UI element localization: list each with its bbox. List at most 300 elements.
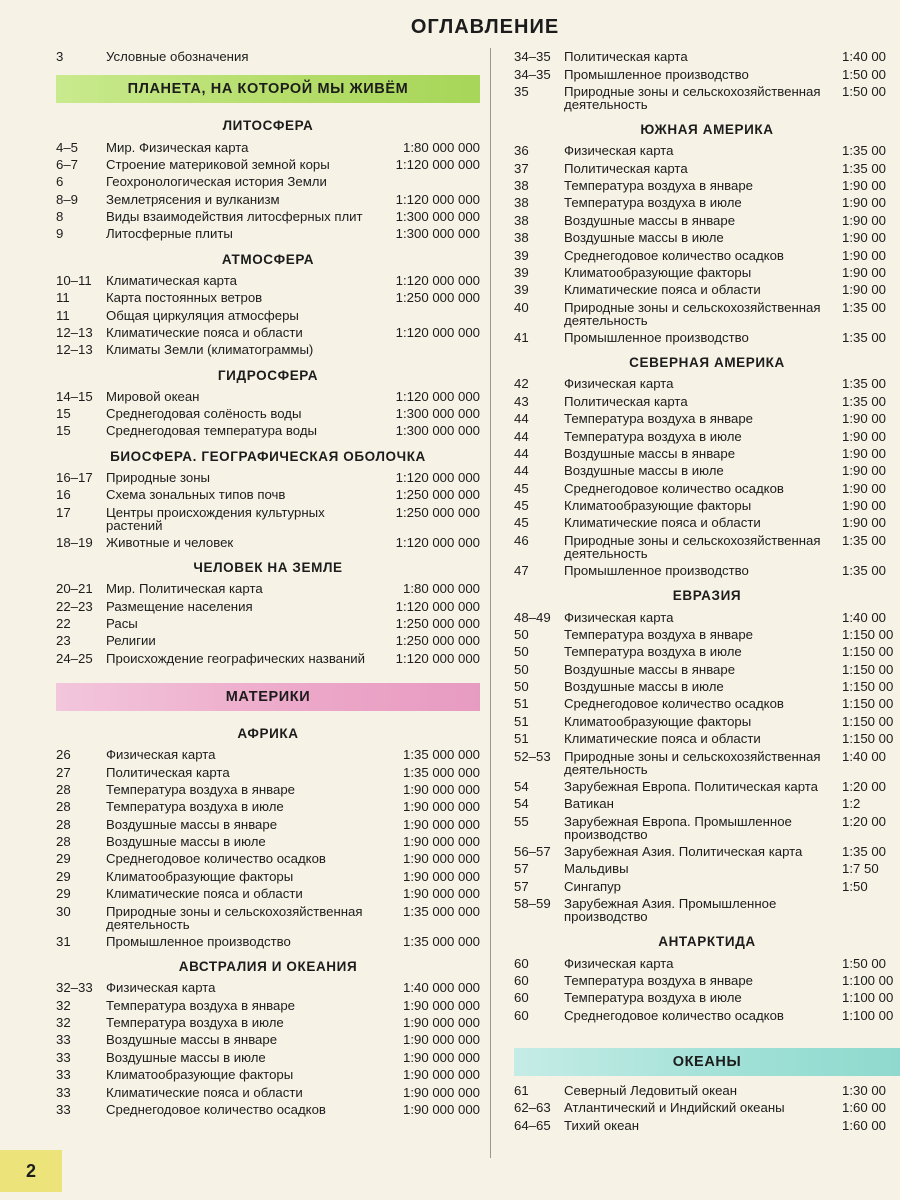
map-scale: 1:90 00 — [842, 195, 886, 211]
map-scale: 1:90 00 — [842, 445, 886, 461]
entry-title: Температура воздуха в июле — [106, 799, 284, 815]
toc-entry — [514, 83, 900, 113]
entry-title: Климатическая карта — [106, 272, 237, 288]
map-scale: 1:40 00 — [842, 748, 886, 764]
entry-title: Климатообразующие факторы — [106, 868, 294, 884]
map-scale: 1:90 00 — [842, 212, 886, 228]
entry-title: Климатические пояса и области — [564, 282, 761, 298]
toc-entry — [514, 194, 900, 211]
map-scale: 1:90 000 000 — [402, 1101, 480, 1117]
page-ref: 40 — [514, 299, 529, 315]
page-ref: 37 — [514, 160, 529, 176]
page-ref: 39 — [514, 264, 529, 280]
page-number: 2 — [0, 1150, 62, 1192]
page-ref: 51 — [514, 696, 529, 712]
page-ref: 57 — [514, 861, 529, 877]
entry-title: Схема зональных типов почв — [106, 487, 286, 503]
section-heading: ЛИТОСФЕРА — [222, 118, 314, 134]
toc-entry — [56, 289, 480, 306]
page-ref: 34–35 — [514, 49, 551, 65]
map-scale: 1:300 000 000 — [395, 209, 480, 225]
page-ref: 28 — [56, 799, 71, 815]
entry-title: Сингапур — [564, 878, 621, 894]
entry-title: Среднегодовое количество осадков — [106, 1101, 326, 1117]
toc-entry — [56, 405, 480, 422]
page-ref: 23 — [56, 633, 71, 649]
toc-entry — [56, 324, 480, 341]
map-scale: 1:90 00 — [842, 264, 886, 280]
map-scale: 1:80 000 000 — [402, 581, 480, 597]
toc-entry — [514, 281, 900, 298]
page-ref: 44 — [514, 428, 529, 444]
entry-title: Воздушные массы в июле — [564, 679, 724, 695]
toc-entry — [56, 580, 480, 597]
page-ref: 36 — [514, 143, 529, 159]
map-scale: 1:90 00 — [842, 282, 886, 298]
entry-title: Политическая карта — [564, 160, 688, 176]
page-ref: 50 — [514, 679, 529, 695]
entry-title: Природные зоны — [106, 469, 211, 485]
page-ref: 34–35 — [514, 66, 551, 82]
part-heading-band: ПЛАНЕТА, НА КОТОРОЙ МЫ ЖИВЁМ — [56, 75, 480, 103]
map-scale: 1:250 000 000 — [395, 290, 480, 306]
entry-title: Промышленное производство — [106, 933, 291, 949]
map-scale: 1:90 00 — [842, 247, 886, 263]
map-scale: 1:150 00 — [842, 696, 894, 712]
toc-entry — [514, 299, 900, 329]
page-ref: 32 — [56, 1015, 71, 1031]
toc-entry — [56, 156, 480, 173]
map-scale: 1:60 00 — [842, 1117, 886, 1133]
entry-title: Ватикан — [564, 796, 614, 812]
page-ref: 6 — [56, 174, 64, 190]
toc-entry — [56, 1049, 480, 1066]
toc-entry — [56, 885, 480, 902]
map-scale: 1:20 00 — [842, 813, 886, 829]
entry-title: Землетрясения и вулканизм — [106, 191, 280, 207]
map-scale: 1:35 00 — [842, 532, 886, 548]
page-ref: 52–53 — [514, 748, 551, 764]
page-ref: 38 — [514, 230, 529, 246]
toc-entry — [514, 954, 900, 971]
page-ref: 22–23 — [56, 598, 93, 614]
toc-entry — [56, 272, 480, 289]
page-ref: 60 — [514, 1007, 529, 1023]
toc-entry — [514, 48, 900, 65]
entry-title: Мальдивы — [564, 861, 629, 877]
entry-title: Карта постоянных ветров — [106, 290, 263, 306]
map-scale: 1:35 00 — [842, 563, 886, 579]
map-scale: 1:150 00 — [842, 661, 894, 677]
page-ref: 44 — [514, 445, 529, 461]
toc-entry — [56, 833, 480, 850]
map-scale: 1:90 00 — [842, 178, 886, 194]
map-scale: 1:90 000 000 — [402, 816, 480, 832]
map-scale: 1:50 — [842, 878, 868, 894]
page-ref: 44 — [514, 411, 529, 427]
toc-entry — [56, 1083, 480, 1100]
entry-title: Условные обозначения — [106, 49, 249, 65]
toc-entry — [56, 341, 480, 358]
entry-title: Физическая карта — [564, 955, 674, 971]
page-ref: 12–13 — [56, 342, 93, 358]
map-scale: 1:120 000 000 — [395, 650, 480, 666]
page-ref: 54 — [514, 778, 529, 794]
entry-title: Климатические пояса и области — [106, 324, 303, 340]
toc-entry — [514, 427, 900, 444]
entry-title: Воздушные массы в июле — [106, 834, 266, 850]
toc-entry — [56, 422, 480, 439]
map-scale: 1:90 000 000 — [402, 1067, 480, 1083]
map-scale: 1:150 00 — [842, 713, 894, 729]
page-ref: 11 — [56, 307, 70, 323]
map-scale: 1:90 00 — [842, 411, 886, 427]
entry-title: Температура воздуха в июле — [106, 1015, 284, 1031]
entry-title: Климатические пояса и области — [564, 515, 761, 531]
page-ref: 33 — [56, 1032, 71, 1048]
map-scale: 1:50 00 — [842, 955, 886, 971]
page-ref: 50 — [514, 626, 529, 642]
toc-entry — [56, 1101, 480, 1118]
entry-title: Воздушные массы в январе — [564, 445, 736, 461]
toc-entry — [56, 1014, 480, 1031]
map-scale: 1:90 000 000 — [402, 1084, 480, 1100]
entry-title: Воздушные массы в январе — [564, 212, 736, 228]
entry-title: Промышленное производство — [564, 66, 749, 82]
map-scale: 1:35 000 000 — [402, 764, 480, 780]
page-ref: 17 — [56, 504, 71, 520]
page-ref: 33 — [56, 1084, 71, 1100]
toc-entry — [514, 1082, 900, 1099]
page-ref: 42 — [514, 376, 529, 392]
toc-entry — [56, 997, 480, 1014]
map-scale: 1:90 000 000 — [402, 886, 480, 902]
map-scale: 1:90 00 — [842, 480, 886, 496]
toc-entry — [514, 747, 900, 777]
entry-title: Температура воздуха в январе — [564, 411, 754, 427]
section-heading: АВСТРАЛИЯ И ОКЕАНИЯ — [178, 959, 358, 975]
page-ref: 60 — [514, 955, 529, 971]
page-ref: 50 — [514, 661, 529, 677]
toc-entry — [514, 410, 900, 427]
entry-title: Зарубежная Европа. Промышленное производство — [564, 813, 792, 842]
map-scale: 1:150 00 — [842, 731, 894, 747]
page-ref: 38 — [514, 178, 529, 194]
toc-entry — [514, 462, 900, 479]
page-ref: 61 — [514, 1083, 529, 1099]
entry-title: Физическая карта — [564, 609, 674, 625]
entry-title: Природные зоны и сельскохозяйственная деятельность — [106, 903, 363, 932]
toc-entry — [514, 678, 900, 695]
toc-entry — [514, 142, 900, 159]
page-ref: 27 — [56, 764, 71, 780]
map-scale: 1:35 00 — [842, 393, 886, 409]
page-ref: 33 — [56, 1067, 71, 1083]
page-ref: 47 — [514, 563, 529, 579]
map-scale: 1:150 00 — [842, 626, 894, 642]
map-scale: 1:90 00 — [842, 230, 886, 246]
toc-entry — [514, 532, 900, 562]
toc-entry — [56, 48, 480, 65]
entry-title: Климатические пояса и области — [106, 886, 303, 902]
entry-title: Мир. Политическая карта — [106, 581, 263, 597]
toc-entry — [514, 895, 900, 925]
page-ref: 62–63 — [514, 1100, 551, 1116]
page-ref: 29 — [56, 868, 71, 884]
map-scale: 1:250 000 000 — [395, 487, 480, 503]
page-ref: 11 — [56, 290, 70, 306]
map-scale: 1:250 000 000 — [395, 504, 480, 520]
part-heading-band: ОКЕАНЫ — [514, 1048, 900, 1076]
entry-title: Природные зоны и сельскохозяйственная деятельность — [564, 299, 821, 328]
entry-title: Зарубежная Азия. Политическая карта — [564, 844, 803, 860]
entry-title: Политическая карта — [564, 393, 688, 409]
map-scale: 1:20 00 — [842, 778, 886, 794]
page-ref: 29 — [56, 851, 71, 867]
page-ref: 51 — [514, 731, 529, 747]
entry-title: Виды взаимодействия литосферных плит — [106, 209, 363, 225]
page-ref: 39 — [514, 282, 529, 298]
page-ref: 15 — [56, 406, 71, 422]
entry-title: Климатообразующие факторы — [564, 713, 752, 729]
toc-entry — [56, 469, 480, 486]
map-scale: 1:120 000 000 — [395, 469, 480, 485]
entry-title: Температура воздуха в январе — [564, 972, 754, 988]
entry-title: Климаты Земли (климатограммы) — [106, 342, 314, 358]
entry-title: Природные зоны и сельскохозяйственная деятельность — [564, 83, 821, 112]
toc-entry — [56, 902, 480, 932]
toc-entry — [56, 503, 480, 533]
page-ref: 3 — [56, 49, 64, 65]
page-ref: 55 — [514, 813, 529, 829]
entry-title: Климатические пояса и области — [106, 1084, 303, 1100]
toc-entry — [56, 763, 480, 780]
page-ref: 48–49 — [514, 609, 551, 625]
entry-title: Природные зоны и сельскохозяйственная деятельность — [564, 532, 821, 561]
map-scale: 1:120 000 000 — [395, 598, 480, 614]
entry-title: Температура воздуха в июле — [564, 644, 742, 660]
map-scale: 1:35 000 000 — [402, 933, 480, 949]
map-scale: 1:90 000 000 — [402, 1032, 480, 1048]
part-heading-band: МАТЕРИКИ — [56, 683, 480, 711]
page-ref: 15 — [56, 423, 71, 439]
entry-title: Физическая карта — [106, 980, 216, 996]
map-scale: 1:35 00 — [842, 376, 886, 392]
map-scale: 1:35 00 — [842, 143, 886, 159]
page-ref: 33 — [56, 1101, 71, 1117]
entry-title: Политическая карта — [564, 49, 688, 65]
map-scale: 1:300 000 000 — [395, 226, 480, 242]
toc-entry — [514, 480, 900, 497]
map-scale: 1:300 000 000 — [395, 406, 480, 422]
page-title: ОГЛАВЛЕНИЕ — [410, 16, 560, 38]
map-scale: 1:80 000 000 — [402, 139, 480, 155]
page-ref: 43 — [514, 393, 529, 409]
toc-entry — [514, 497, 900, 514]
entry-title: Климатообразующие факторы — [564, 498, 752, 514]
page-ref: 45 — [514, 515, 529, 531]
toc-entry — [514, 1099, 900, 1116]
entry-title: Температура воздуха в январе — [106, 997, 296, 1013]
toc-entry — [514, 972, 900, 989]
entry-title: Воздушные массы в июле — [564, 463, 724, 479]
page-ref: 38 — [514, 195, 529, 211]
map-scale: 1:50 00 — [842, 66, 886, 82]
entry-title: Воздушные массы в январе — [564, 661, 736, 677]
page-ref: 10–11 — [56, 272, 92, 288]
page-ref: 18–19 — [56, 534, 93, 550]
toc-entry — [514, 246, 900, 263]
entry-title: Расы — [106, 616, 138, 632]
entry-title: Физическая карта — [106, 747, 216, 763]
map-scale: 1:90 00 — [842, 498, 886, 514]
map-scale: 1:90 000 000 — [402, 868, 480, 884]
map-scale: 1:90 000 000 — [402, 781, 480, 797]
toc-entry — [56, 191, 480, 208]
page-ref: 54 — [514, 796, 529, 812]
page-ref: 58–59 — [514, 896, 551, 912]
section-heading: ЮЖНАЯ АМЕРИКА — [640, 122, 774, 138]
entry-title: Природные зоны и сельскохозяйственная деятельность — [564, 748, 821, 777]
entry-title: Температура воздуха в январе — [106, 781, 296, 797]
page-ref: 22 — [56, 616, 71, 632]
toc-entry — [514, 1007, 900, 1024]
map-scale: 1:40 000 000 — [402, 980, 480, 996]
entry-title: Температура воздуха в январе — [564, 626, 754, 642]
entry-title: Среднегодовая солёность воды — [106, 406, 302, 422]
map-scale: 1:300 000 000 — [395, 423, 480, 439]
entry-title: Промышленное производство — [564, 563, 749, 579]
section-heading: ГИДРОСФЕРА — [217, 367, 319, 383]
toc-entry — [514, 514, 900, 531]
entry-title: Температура воздуха в июле — [564, 428, 742, 444]
map-scale: 1:7 50 — [842, 861, 879, 877]
entry-title: Температура воздуха в июле — [564, 195, 742, 211]
toc-entry — [56, 534, 480, 551]
toc-entry — [514, 229, 900, 246]
map-scale: 1:90 000 000 — [402, 851, 480, 867]
page-ref: 51 — [514, 713, 529, 729]
page-ref: 4–5 — [56, 139, 79, 155]
map-scale: 1:90 000 000 — [402, 1015, 480, 1031]
toc-entry — [514, 160, 900, 177]
toc-entry — [514, 661, 900, 678]
toc-entry — [514, 643, 900, 660]
map-scale: 1:35 00 — [842, 844, 886, 860]
toc-left-column — [56, 48, 480, 1118]
entry-title: Промышленное производство — [564, 330, 749, 346]
map-scale: 1:40 00 — [842, 49, 886, 65]
toc-entry — [56, 173, 480, 190]
map-scale: 1:90 000 000 — [402, 834, 480, 850]
toc-entry — [56, 798, 480, 815]
toc-entry — [514, 989, 900, 1006]
map-scale: 1:35 000 000 — [402, 903, 480, 919]
toc-entry — [514, 393, 900, 410]
entry-title: Воздушные массы в январе — [106, 1032, 278, 1048]
entry-title: Физическая карта — [564, 143, 674, 159]
entry-title: Геохронологическая история Земли — [106, 174, 327, 190]
section-heading: ЕВРАЗИЯ — [672, 588, 742, 604]
entry-title: Строение материковой земной коры — [106, 156, 330, 172]
entry-title: Климатические пояса и области — [564, 731, 761, 747]
map-scale: 1:150 00 — [842, 679, 894, 695]
entry-title: Атлантический и Индийский океаны — [564, 1100, 785, 1116]
entry-title: Среднегодовое количество осадков — [564, 1007, 784, 1023]
toc-entry — [56, 781, 480, 798]
entry-title: Зарубежная Азия. Промышленное производство — [564, 896, 777, 925]
map-scale: 1:2 — [842, 796, 861, 812]
map-scale: 1:50 00 — [842, 83, 886, 99]
toc-entry — [56, 850, 480, 867]
toc-entry — [56, 598, 480, 615]
toc-entry — [514, 445, 900, 462]
toc-entry — [56, 615, 480, 632]
map-scale: 1:250 000 000 — [395, 633, 480, 649]
entry-title: Политическая карта — [106, 764, 230, 780]
page-ref: 44 — [514, 463, 529, 479]
map-scale: 1:100 00 — [842, 990, 894, 1006]
page-ref: 8–9 — [56, 191, 79, 207]
map-scale: 1:120 000 000 — [395, 272, 480, 288]
page-ref: 33 — [56, 1049, 71, 1065]
map-scale: 1:100 00 — [842, 1007, 894, 1023]
entry-title: Происхождение географических названий — [106, 650, 366, 666]
entry-title: Размещение населения — [106, 598, 253, 614]
page-ref: 57 — [514, 878, 529, 894]
toc-entry — [514, 626, 900, 643]
map-scale: 1:35 00 — [842, 160, 886, 176]
section-heading: БИОСФЕРА. ГЕОГРАФИЧЕСКАЯ ОБОЛОЧКА — [110, 448, 426, 464]
page-ref: 16–17 — [56, 469, 93, 485]
toc-entry — [514, 1117, 900, 1134]
section-heading: ЧЕЛОВЕК НА ЗЕМЛЕ — [193, 560, 343, 576]
page-ref: 60 — [514, 990, 529, 1006]
entry-title: Среднегодовое количество осадков — [564, 247, 784, 263]
map-scale: 1:90 00 — [842, 515, 886, 531]
entry-title: Северный Ледовитый океан — [564, 1083, 738, 1099]
page-ref: 50 — [514, 644, 529, 660]
entry-title: Среднегодовое количество осадков — [106, 851, 326, 867]
entry-title: Животные и человек — [106, 534, 234, 550]
toc-entry — [56, 632, 480, 649]
page-ref: 60 — [514, 972, 529, 988]
entry-title: Физическая карта — [564, 376, 674, 392]
toc-entry — [56, 650, 480, 667]
page-ref: 6–7 — [56, 156, 79, 172]
map-scale: 1:90 00 — [842, 428, 886, 444]
toc-entry — [514, 730, 900, 747]
page-ref: 31 — [56, 933, 71, 949]
toc-entry — [56, 225, 480, 242]
entry-title: Литосферные плиты — [106, 226, 233, 242]
map-scale: 1:30 00 — [842, 1083, 886, 1099]
page-ref: 64–65 — [514, 1117, 551, 1133]
toc-entry — [56, 306, 480, 323]
entry-title: Среднегодовое количество осадков — [564, 480, 784, 496]
page-ref: 28 — [56, 781, 71, 797]
page-ref: 38 — [514, 212, 529, 228]
page-ref: 45 — [514, 498, 529, 514]
entry-title: Среднегодовая температура воды — [106, 423, 317, 439]
toc-entry — [514, 65, 900, 82]
toc-entry — [514, 608, 900, 625]
toc-entry — [514, 843, 900, 860]
page-ref: 8 — [56, 209, 64, 225]
toc-entry — [514, 562, 900, 579]
toc-entry — [514, 329, 900, 346]
page-ref: 35 — [514, 83, 529, 99]
